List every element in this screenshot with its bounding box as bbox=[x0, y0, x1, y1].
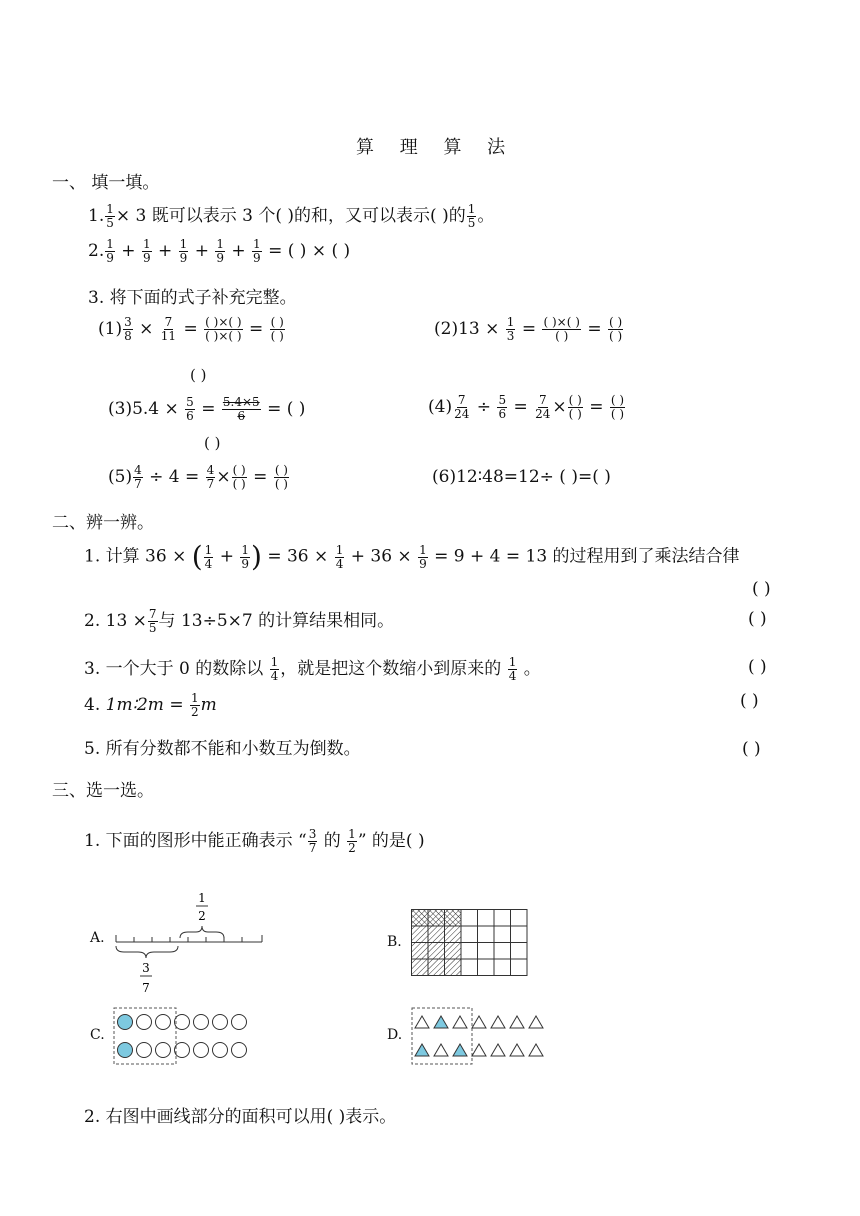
triangle-shape bbox=[434, 1016, 448, 1028]
circle-shape bbox=[137, 1015, 152, 1030]
triangle-shape bbox=[415, 1044, 429, 1056]
s3-question-1: 1. 下面的图形中能正确表示 “ $\frac{3}{7}$ 的 $\frac{1}{2}$ ” 的是( ) bbox=[84, 827, 425, 855]
triangle-shape bbox=[472, 1044, 486, 1056]
s1-q3-expr-4: (4) $\frac{7}{24}$ ÷ $\frac{5}{6}$ = $\frac{7}{24}$ × $\frac{( )}{( )}$ = $\frac{( )}{( )}$ bbox=[428, 393, 625, 421]
option-c-label[interactable]: C. bbox=[90, 1027, 105, 1043]
section-1-heading: 一、 填一填。 bbox=[52, 173, 160, 193]
triangle-shape bbox=[529, 1044, 543, 1056]
triangle-shape bbox=[434, 1044, 448, 1056]
option-c-circles bbox=[112, 1006, 260, 1066]
option-a-label[interactable]: A. bbox=[90, 930, 105, 946]
s1-question-1: 1. $\frac{1}{5}$ × 3 既可以表示 3 个( )的和，又可以表示( )的 $\frac{1}{5}$ 。 bbox=[88, 202, 495, 230]
s1-question-3-label: 3. 将下面的式子补充完整。 bbox=[88, 288, 297, 308]
option-b-grid bbox=[410, 908, 532, 980]
s2-q3-answer-paren[interactable]: ( ) bbox=[748, 657, 767, 677]
circle-shape bbox=[213, 1043, 228, 1058]
triangle-shape bbox=[453, 1016, 467, 1028]
s3-question-2: 2. 右图中画线部分的面积可以用( )表示。 bbox=[84, 1107, 397, 1127]
section-3-heading: 三、选一选。 bbox=[52, 781, 154, 801]
s2-question-5: 5. 所有分数都不能和小数互为倒数。 bbox=[84, 739, 361, 759]
s2-q5-answer-paren[interactable]: ( ) bbox=[742, 739, 761, 759]
s1-q3-expr-6: (6)12∶48=12÷ ( )=( ) bbox=[432, 467, 611, 487]
s2-q1-answer-paren[interactable]: ( ) bbox=[752, 579, 771, 599]
option-a-number-line bbox=[110, 884, 270, 1000]
circle-shape bbox=[175, 1043, 190, 1058]
triangle-shape bbox=[415, 1016, 429, 1028]
circle-shape bbox=[194, 1043, 209, 1058]
circle-shape bbox=[232, 1015, 247, 1030]
circle-shape bbox=[232, 1043, 247, 1058]
s1-q3-e3-bottom-blank: ( ) bbox=[204, 434, 221, 452]
s1-q3-expr-2: (2)13 × $\frac{1}{3}$ = $\frac{( )\times( )}{( )}$ = $\frac{( )}{( )}$ bbox=[434, 315, 623, 343]
page-title: 算 理 算 法 bbox=[356, 137, 516, 158]
triangle-shape bbox=[472, 1016, 486, 1028]
lower-brace bbox=[116, 946, 178, 958]
triangle-shape bbox=[491, 1016, 505, 1028]
circle-shape bbox=[175, 1015, 190, 1030]
s2-question-2: 2. 13 × $\frac{7}{5}$ 与 13÷5×7 的计算结果相同。 bbox=[84, 607, 395, 635]
s1-q3-expr-5: (5) $\frac{4}{7}$ ÷ 4 = $\frac{4}{7}$ × $\frac{( )}{( )}$ = $\frac{( )}{( )}$ bbox=[108, 463, 288, 491]
circle-shape bbox=[118, 1015, 133, 1030]
circle-shape bbox=[156, 1043, 171, 1058]
circle-shape bbox=[137, 1043, 152, 1058]
lower-fraction-numerator: 3 bbox=[142, 961, 150, 975]
cross-hatched-region bbox=[412, 910, 462, 927]
option-d-triangles bbox=[410, 1006, 550, 1066]
s1-q3-expr-3: (3)5.4 × $\frac{5}{6}$ = $\frac{5.4\times 5}{6}$ = ( ) bbox=[108, 395, 306, 423]
s1-question-2: 2. $\frac{1}{9}$ + $\frac{1}{9}$ + $\frac{1}{9}$ + $\frac{1}{9}$ + $\frac{1}{9}$ = ( ) × ( ) bbox=[88, 237, 351, 265]
triangle-shape bbox=[491, 1044, 505, 1056]
circle-shape bbox=[194, 1015, 209, 1030]
triangle-shape bbox=[510, 1016, 524, 1028]
lower-fraction-denominator: 7 bbox=[142, 981, 150, 995]
s2-q4-answer-paren[interactable]: ( ) bbox=[740, 691, 759, 711]
option-b-label[interactable]: B. bbox=[387, 934, 402, 950]
s2-question-1: 1. 计算 36 × ( $\frac{1}{4}$ + $\frac{1}{9}$ ) = 36 × $\frac{1}{4}$ + 36 × $\frac{1}{9}$ = 9 + 4 = 13 的过程用到了乘法结合律 bbox=[84, 540, 740, 573]
circle-shape bbox=[213, 1015, 228, 1030]
triangle-shape bbox=[510, 1044, 524, 1056]
upper-fraction-numerator: 1 bbox=[198, 891, 206, 905]
s1-q3-e3-top-blank: ( ) bbox=[190, 366, 207, 384]
s2-question-4: 4. 1m∶2m = $\frac{1}{2}$ m bbox=[84, 691, 217, 719]
s1-q3-expr-1: (1) $\frac{3}{8}$ × $\frac{7}{11}$ = $\frac{( )\times( )}{( )\times( )}$ = $\frac{( )}{( )}$ bbox=[98, 315, 284, 343]
number-line-ticks bbox=[116, 935, 262, 942]
upper-brace bbox=[180, 926, 224, 938]
triangle-shape bbox=[529, 1016, 543, 1028]
section-2-heading: 二、辨一辨。 bbox=[52, 513, 154, 533]
triangle-shape bbox=[453, 1044, 467, 1056]
circle-shape bbox=[156, 1015, 171, 1030]
circle-shape bbox=[118, 1043, 133, 1058]
s2-question-3: 3. 一个大于 0 的数除以 $\frac{1}{4}$ ，就是把这个数缩小到原来的 $\frac{1}{4}$ 。 bbox=[84, 655, 541, 683]
s2-q2-answer-paren[interactable]: ( ) bbox=[748, 609, 767, 629]
option-d-label[interactable]: D. bbox=[387, 1027, 403, 1043]
upper-fraction-denominator: 2 bbox=[198, 909, 206, 923]
